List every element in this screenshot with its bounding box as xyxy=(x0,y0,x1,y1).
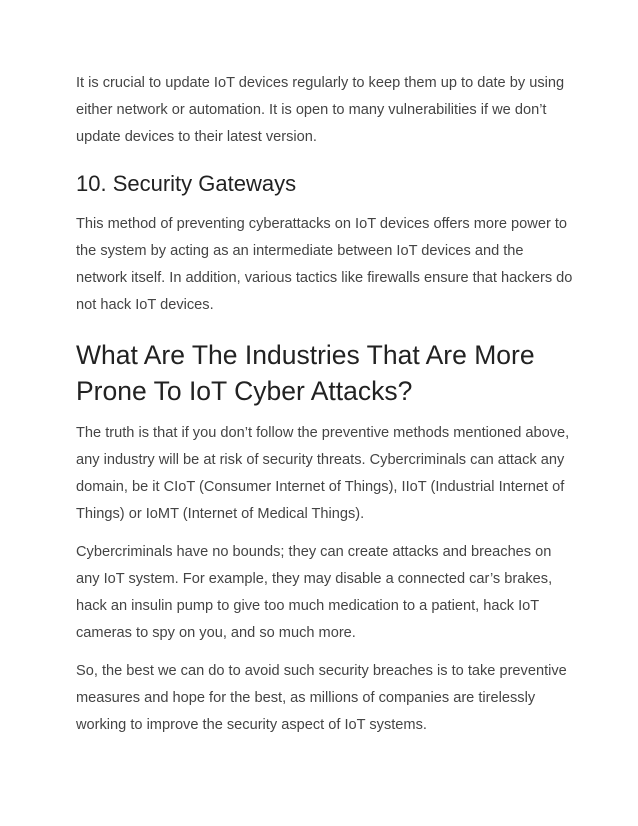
section-heading-security-gateways: 10. Security Gateways xyxy=(76,171,297,196)
industries-heading: What Are The Industries That Are More Prone To IoT Cyber Attacks? xyxy=(76,340,535,406)
intro-paragraph: It is crucial to update IoT devices regularly to keep them up to date by using either network or automation. It is open to many vulnerabilities if we don’t update devices to their latest version. xyxy=(76,75,565,145)
body-paragraph-truth: The truth is that if you don’t follow the preventive methods mentioned above, any industry will be at risk of security threats. Cybercriminals can attack any domain, be it CIoT (Consumer Internet of Things), IIoT (Industrial Internet of Things) or IoMT (Internet of Medical Things). xyxy=(76,425,570,522)
document-page xyxy=(76,70,576,739)
body-paragraph-cybercriminals: Cybercriminals have no bounds; they can create attacks and breaches on any IoT system. For example, they may disable a connected car’s brakes, hack an insulin pump to give too much medication to a patient, hack IoT cameras to spy on you, and so much more. xyxy=(76,544,553,641)
body-paragraph-conclusion: So, the best we can do to avoid such security breaches is to take preventive measures and hope for the best, as millions of companies are tirelessly working to improve the security aspect of IoT systems. xyxy=(76,663,567,733)
security-gateways-paragraph: This method of preventing cyberattacks on IoT devices offers more power to the system by acting as an intermediate between IoT devices and the network itself. In addition, various tactics like firewalls ensure that hackers do not hack IoT devices. xyxy=(76,216,573,313)
